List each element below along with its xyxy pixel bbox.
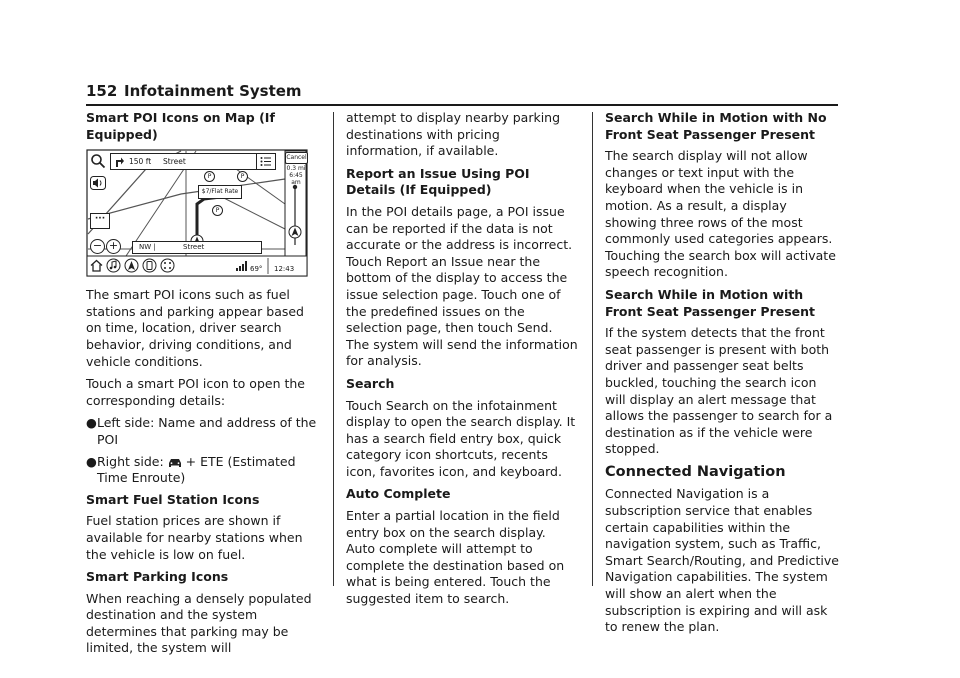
trip-info [285, 165, 307, 186]
apps-icon[interactable] [160, 258, 175, 273]
search-icon[interactable] [90, 153, 106, 169]
column-divider-2 [592, 112, 593, 586]
home-icon[interactable] [90, 259, 103, 272]
price-callout[interactable]: $7/Flat Rate [198, 185, 242, 199]
bullet-dot: ● [86, 453, 97, 469]
heading-parking: Smart Parking Icons [86, 569, 229, 585]
heading-fuel-station: Smart Fuel Station Icons [86, 491, 260, 507]
current-direction: NW | [139, 243, 156, 252]
bullet-right-side-suffix: + ETE (Estimated Time Enroute) [97, 453, 296, 486]
phone-icon[interactable] [142, 258, 157, 273]
bullet-right-side [86, 454, 318, 487]
column-divider-1 [333, 112, 334, 586]
heading-smart-poi: Smart POI Icons on Map (If Equipped) [86, 110, 275, 142]
paragraph-auto-complete: Enter a partial location in the field entry box on the search display. Auto complete will attempt to complete the destination based on what is being entered. Touch the suggested item to search. [346, 508, 565, 607]
column-3 [605, 110, 841, 642]
paragraph-passenger: If the system detects that the front seat passenger is present with both driver and passenger seat belts buckled, touching the search icon will display an alert message that allows the passenger to search for a destination as if the vehicle were stopped. [605, 325, 833, 457]
zoom-in-button[interactable]: + [106, 239, 121, 254]
column-1 [86, 110, 318, 663]
zoom-out-button[interactable]: − [90, 239, 105, 254]
navigation-icon[interactable] [124, 258, 139, 273]
arrival-time: 6:45 am [289, 172, 303, 187]
turn-banner [110, 153, 258, 170]
vehicle-icon [168, 457, 182, 468]
paragraph-touch-poi: Touch a smart POI icon to open the corresponding details: [86, 376, 305, 408]
heading-search: Search [346, 375, 395, 391]
paragraph-fuel-station: Fuel station prices are shown if available for nearby stations when the vehicle is low on fuel. [86, 513, 303, 562]
turn-distance: 150 ft [129, 157, 152, 167]
signal-strength-icon [236, 261, 248, 271]
page-header [86, 82, 838, 104]
current-street-bar [132, 241, 262, 254]
remaining-distance: 0.3 mi [286, 165, 306, 173]
paragraph-parking-continued: attempt to display nearby parking destinations with pricing information, if available. [346, 110, 561, 159]
turn-street: Street [163, 157, 186, 167]
turn-right-arrow-icon [114, 156, 125, 167]
list-button[interactable] [256, 153, 276, 170]
section-title: Infotainment System [124, 82, 302, 100]
heading-no-passenger: Search While in Motion with No Front Seat Passenger Present [605, 110, 827, 142]
cancel-button[interactable]: Cancel [285, 152, 308, 164]
bullet-right-side-prefix: Right side: [97, 453, 168, 469]
list-icon [260, 156, 272, 167]
navigation-screen-figure [86, 149, 308, 277]
more-options-button[interactable]: ··· [90, 213, 110, 229]
paragraph-parking: When reaching a densely populated destination and the system determines that parking may be limited, the system will [86, 590, 312, 656]
paragraph-search: Touch Search on the infotainment display to open the search display. It has a search field entry box, quick category icon shortcuts, recents icon, favorites icon, and keyboard. [346, 397, 576, 479]
heading-auto-complete: Auto Complete [346, 486, 451, 502]
bullet-left-side [86, 415, 318, 448]
vehicle-progress-icon [288, 225, 302, 239]
paragraph-no-passenger: The search display will not allow changes or text input with the keyboard when the vehicle is in motion. As a result, a display showing three rows of the most commonly used categories appears. Touching the search box will activate speech recognition. [605, 148, 836, 280]
parking-poi-icon[interactable]: P [237, 171, 248, 182]
bullet-dot: ● [86, 415, 97, 431]
paragraph-connected-navigation: Connected Navigation is a subscription service that enables certain capabilities within the navigation system, such as Traffic, Smart Search/Routing, and Predictive Navigation capabilities. The system will show an alert when the subscription is expiring and will ask to renew the plan. [605, 486, 839, 635]
heading-report-issue: Report an Issue Using POI Details (If Equipped) [346, 165, 530, 198]
temperature: 69° [250, 265, 263, 274]
bullet-left-side-text: Left side: Name and address of the POI [97, 415, 317, 447]
audio-icon[interactable] [106, 258, 121, 273]
heading-connected-navigation: Connected Navigation [605, 463, 786, 480]
paragraph-report-issue: In the POI details page, a POI issue can be reported if the data is not accurate or the address is incorrect. Touch Report an Issue near the bottom of the display to access the issue selection page. Touch one of the predefined issues on the selection page, then touch Send. The system will send the information for analysis. [346, 203, 578, 369]
column-2 [346, 110, 578, 614]
volume-icon[interactable] [90, 176, 106, 190]
heading-passenger: Search While in Motion with Front Seat Passenger Present [605, 286, 816, 319]
parking-poi-icon[interactable]: P [204, 171, 215, 182]
clock: 12:43 [274, 265, 295, 274]
header-rule [86, 104, 838, 106]
parking-poi-icon[interactable]: P [212, 205, 223, 216]
paragraph-smart-poi: The smart POI icons such as fuel stations and parking appear based on time, location, driver search behavior, driving conditions, and vehicle conditions. [86, 287, 304, 369]
page-number: 152 [86, 82, 118, 100]
current-street: Street [183, 243, 205, 252]
